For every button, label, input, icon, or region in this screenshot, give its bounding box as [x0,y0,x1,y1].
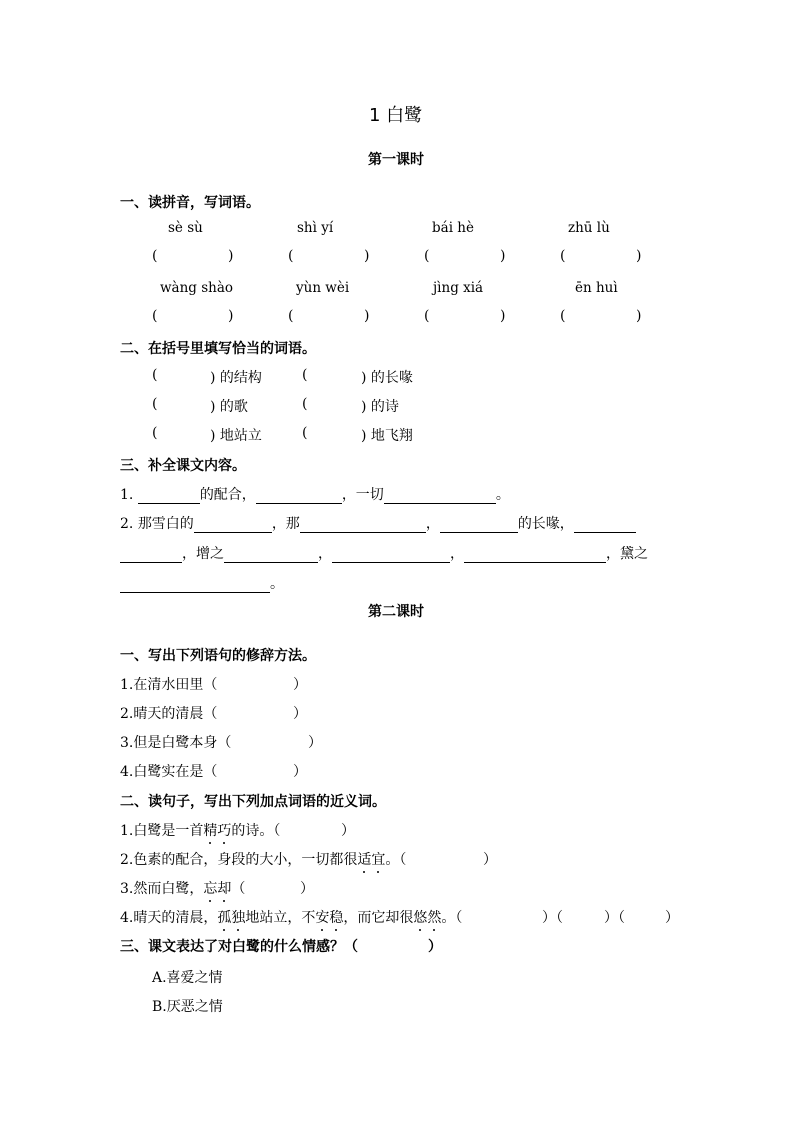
bracket-open: ( [560,308,566,324]
bracket-close: ) [636,308,642,324]
bracket-open: ( [302,367,308,383]
page-title: 1 白鹭 [369,105,423,126]
fill-line-3: ，增之 ， ， ，黛之 [120,543,648,563]
bracket-close: ) [500,248,506,264]
bracket-close: ） [428,939,442,955]
answer-blank[interactable] [256,487,342,504]
bracket-open: ( [302,396,308,412]
pinyin: sè sù [168,220,203,236]
fill-item: ) 地飞翔 [361,428,413,444]
fill-item: ) 的歌 [210,399,248,415]
option-a[interactable]: A.喜爱之情 [152,970,223,986]
answer-blank[interactable] [120,546,182,563]
bracket-close: ) [364,308,370,324]
rhetoric-item: 1.在清水田里（ [120,677,218,693]
fill-item: ) 的长喙 [361,370,413,386]
answer-blank[interactable] [464,546,606,563]
fill-item: ) 的结构 [210,370,262,386]
bracket-close: ） [665,910,679,926]
bracket-pair: ）（ [542,910,563,926]
l1-q2-title: 二、在括号里填写恰当的词语。 [120,341,316,357]
bracket-close: ) [500,308,506,324]
bracket-open: ( [152,308,158,324]
pinyin: ēn huì [575,280,618,296]
bracket-close: ） [293,764,307,780]
fill-line-4: 。 [120,573,284,593]
answer-blank[interactable] [138,487,200,504]
option-b[interactable]: B.厌恶之情 [152,999,223,1015]
bracket-open: ( [302,425,308,441]
synonym-sentence-4: 4.晴天的清晨，孤独地站立，不安稳，而它却很悠然。（ [120,907,462,927]
bracket-close: ) [228,248,234,264]
fill-item: ) 地站立 [210,428,262,444]
l2-q2-title: 二、读句子，写出下列加点词语的近义词。 [120,794,386,810]
bracket-open: ( [424,248,430,264]
bracket-open: ( [152,367,158,383]
answer-blank[interactable] [194,516,272,533]
pinyin: zhū lù [568,220,610,236]
bracket-open: ( [288,248,294,264]
bracket-close: ） [293,677,307,693]
rhetoric-item: 2.晴天的清晨（ [120,706,218,722]
answer-blank[interactable] [224,546,318,563]
fill-line-2: 2. 那雪白的 ，那 ， 的长喙， [120,513,636,533]
synonym-sentence-3: 3.然而白鹭，忘却（ [120,878,245,898]
answer-blank[interactable] [300,516,426,533]
bracket-pair: ）（ [604,910,625,926]
pinyin: jìng xiá [433,280,484,296]
rhetoric-item: 4.白鹭实在是（ [120,764,218,780]
l1-q1-title: 一、读拼音，写词语。 [120,195,260,211]
pinyin: yùn wèi [296,280,350,296]
answer-blank[interactable] [384,487,496,504]
bracket-close: ） [308,735,322,751]
answer-blank[interactable] [332,546,450,563]
fill-line-1: 1. 的配合， ，一切 。 [120,487,510,503]
pinyin: wàng shào [160,280,234,296]
synonym-sentence-1: 1.白鹭是一首精巧的诗。（ [120,820,280,840]
fill-item: ) 的诗 [361,399,399,415]
bracket-open: ( [152,396,158,412]
bracket-close: ) [228,308,234,324]
bracket-close: ) [636,248,642,264]
bracket-open: ( [424,308,430,324]
answer-blank[interactable] [120,576,270,593]
bracket-close: ) [364,248,370,264]
pinyin: bái hè [432,220,474,236]
pinyin: shì yí [297,220,334,236]
l2-q1-title: 一、写出下列语句的修辞方法。 [120,648,316,664]
bracket-close: ） [483,852,497,868]
l2-q3-title: 三、课文表达了对白鹭的什么情感？（ [120,939,358,955]
answer-blank[interactable] [574,516,636,533]
bracket-open: ( [152,425,158,441]
lesson1-heading: 第一课时 [368,152,424,168]
bracket-close: ） [341,823,355,839]
rhetoric-item: 3.但是白鹭本身（ [120,735,232,751]
l1-q3-title: 三、补全课文内容。 [120,458,246,474]
lesson2-heading: 第二课时 [368,604,424,620]
bracket-open: ( [152,248,158,264]
synonym-sentence-2: 2.色素的配合，身段的大小，一切都很适宜。（ [120,849,406,869]
answer-blank[interactable] [440,516,518,533]
bracket-open: ( [288,308,294,324]
bracket-open: ( [560,248,566,264]
bracket-close: ） [300,881,314,897]
bracket-close: ） [293,706,307,722]
